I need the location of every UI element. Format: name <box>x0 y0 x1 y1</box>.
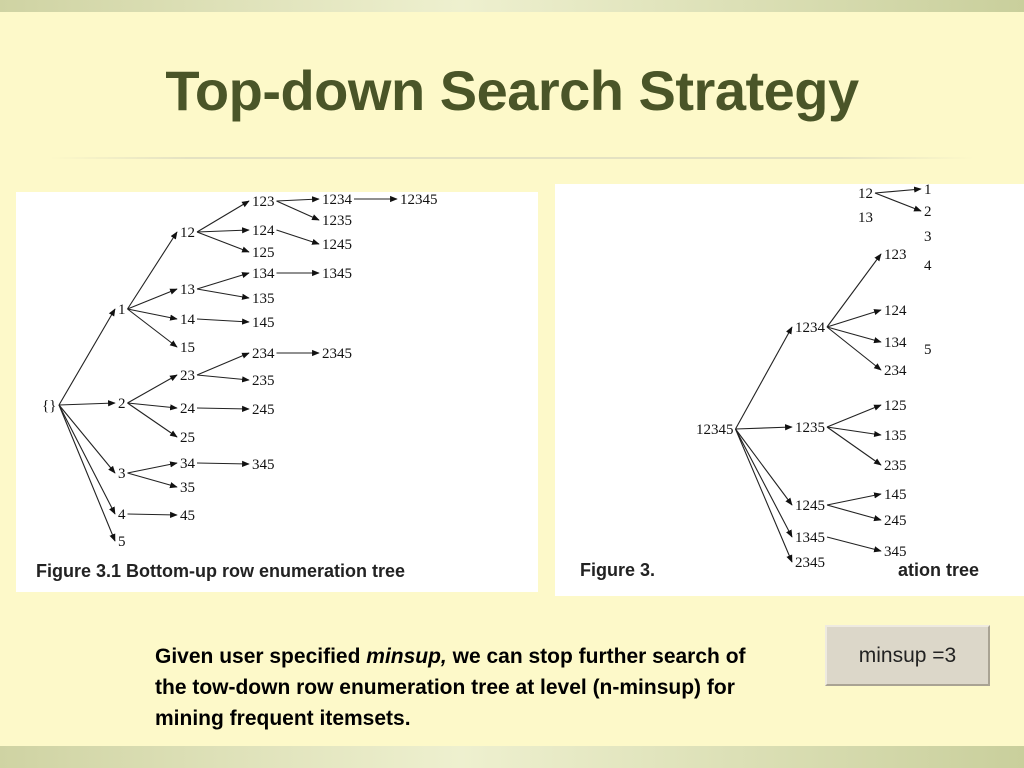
tree-node-245: 245 <box>252 402 275 418</box>
tree-node-123: 123 <box>252 194 275 210</box>
top-decorative-band <box>0 0 1024 12</box>
tree-edge-12-n1 <box>875 189 921 193</box>
tree-node-134: 134 <box>252 266 275 282</box>
tree-edge-1-14 <box>128 309 178 319</box>
explanation-prefix: Given user specified <box>155 645 367 668</box>
tree-edge-root-3 <box>59 405 115 473</box>
tree-node-1345: 1345 <box>795 530 825 546</box>
tree-node-24: 24 <box>180 401 195 417</box>
figure1-caption: Figure 3.1 Bottom-up row enumeration tree <box>36 561 406 581</box>
figure-bottom-up-tree <box>16 192 538 592</box>
tree-node-1234: 1234 <box>322 192 352 208</box>
tree-edge-r12345-1245 <box>736 429 793 505</box>
tree-edge-3-34 <box>128 463 178 473</box>
figure2-caption-right: ation tree <box>898 560 980 580</box>
tree-edge-12-125 <box>197 232 249 252</box>
tree-edge-2-25 <box>128 403 178 437</box>
tree-node-1235: 1235 <box>322 213 352 229</box>
tree-edge-123-1235 <box>277 201 320 220</box>
tree-node-134: 134 <box>884 335 907 351</box>
tree-node-135: 135 <box>884 428 907 444</box>
figure2-cropped-overlay <box>555 214 667 514</box>
tree-edge-root-4 <box>59 405 115 514</box>
tree-node-45: 45 <box>180 508 195 524</box>
tree-node-124: 124 <box>252 223 275 239</box>
tree-edge-14-145 <box>197 319 249 322</box>
tree-edge-1245-145 <box>827 494 881 505</box>
tree-node-1235: 1235 <box>795 420 825 436</box>
tree-edge-r12345-1345 <box>736 429 793 537</box>
bottom-decorative-band <box>0 746 1024 768</box>
tree-node-14: 14 <box>180 312 195 328</box>
tree-edge-12-124 <box>197 230 249 232</box>
tree-node-235: 235 <box>252 373 275 389</box>
tree-edge-1235-125 <box>827 405 881 427</box>
tree-edge-1235-135 <box>827 427 881 435</box>
tree-edge-1-13 <box>128 289 178 309</box>
tree-node-15: 15 <box>180 340 195 356</box>
minsup-callout: minsup =3 <box>825 625 990 686</box>
tree-node-245: 245 <box>884 513 907 529</box>
tree-node-12: 12 <box>858 186 873 202</box>
tree-node-123: 123 <box>884 247 907 263</box>
tree-node-n1: 1 <box>924 184 932 198</box>
tree-node-234: 234 <box>252 346 275 362</box>
tree-node-n2: 2 <box>924 204 932 220</box>
tree-node-3: 3 <box>118 466 126 482</box>
figure2-caption-left: Figure 3. <box>580 560 656 580</box>
tree-edge-r12345-2345 <box>736 429 793 562</box>
tree-edge-12-n2 <box>875 193 921 211</box>
tree-edge-1234-234 <box>827 327 881 370</box>
tree-node-4: 4 <box>118 507 126 523</box>
tree-node-root: {} <box>42 398 57 414</box>
tree-node-n4: 4 <box>924 258 932 274</box>
tree-node-234: 234 <box>884 363 907 379</box>
explanation-text <box>155 641 775 734</box>
tree-edge-1235-235 <box>827 427 881 465</box>
tree-node-12345: 12345 <box>400 192 438 208</box>
bottom-up-tree-diagram <box>16 192 538 592</box>
tree-node-125: 125 <box>252 245 275 261</box>
tree-edge-2-24 <box>128 403 178 408</box>
tree-edge-1234-134 <box>827 327 881 342</box>
tree-node-2345: 2345 <box>322 346 352 362</box>
slide-title: Top-down Search Strategy <box>165 59 859 122</box>
tree-edge-23-234 <box>197 353 249 375</box>
tree-node-345: 345 <box>884 544 907 560</box>
tree-node-12: 12 <box>180 225 195 241</box>
tree-edge-r12345-1234 <box>736 327 793 429</box>
tree-node-5: 5 <box>118 534 126 550</box>
tree-edge-1245-245 <box>827 505 881 520</box>
tree-edge-1-12 <box>128 232 178 309</box>
tree-edge-1-15 <box>128 309 178 347</box>
tree-edge-1234-123 <box>827 254 881 327</box>
tree-edge-13-134 <box>197 273 249 289</box>
tree-node-145: 145 <box>252 315 275 331</box>
tree-node-1245: 1245 <box>322 237 352 253</box>
tree-edge-123-1234 <box>277 199 320 201</box>
tree-node-235: 235 <box>884 458 907 474</box>
tree-node-n5: 5 <box>924 342 932 358</box>
figure-top-down-tree <box>555 184 1024 596</box>
tree-edge-124-1245 <box>277 230 320 244</box>
tree-edge-23-235 <box>197 375 249 380</box>
tree-node-1234: 1234 <box>795 320 825 336</box>
tree-edge-1234-124 <box>827 310 881 327</box>
tree-edge-root-1 <box>59 309 115 405</box>
tree-node-345: 345 <box>252 457 275 473</box>
explanation-minsup-term: minsup, <box>366 645 447 668</box>
tree-node-1: 1 <box>118 302 126 318</box>
tree-edge-3-35 <box>128 473 178 487</box>
tree-node-2: 2 <box>118 396 126 412</box>
tree-edge-root-5 <box>59 405 115 541</box>
tree-edge-r12345-1235 <box>736 427 793 429</box>
tree-node-125: 125 <box>884 398 907 414</box>
tree-node-n3: 3 <box>924 229 932 245</box>
tree-node-13: 13 <box>180 282 195 298</box>
tree-edge-4-45 <box>128 514 178 515</box>
tree-node-25: 25 <box>180 430 195 446</box>
tree-node-34: 34 <box>180 456 195 472</box>
tree-node-r12345: 12345 <box>696 422 734 438</box>
tree-edge-1345-345 <box>827 537 881 551</box>
explanation-suffix: we can stop further search of the tow-down row enumeration tree at level (n-minsup) for mining frequent itemsets. <box>155 645 746 730</box>
tree-node-1345: 1345 <box>322 266 352 282</box>
tree-node-135: 135 <box>252 291 275 307</box>
tree-node-13: 13 <box>858 210 873 226</box>
tree-node-23: 23 <box>180 368 195 384</box>
tree-edge-root-2 <box>59 403 115 405</box>
tree-node-2345: 2345 <box>795 555 825 571</box>
tree-node-1245: 1245 <box>795 498 825 514</box>
tree-node-35: 35 <box>180 480 195 496</box>
tree-edge-34-345 <box>197 463 249 464</box>
tree-node-124: 124 <box>884 303 907 319</box>
tree-edge-13-135 <box>197 289 249 298</box>
tree-edge-24-245 <box>197 408 249 409</box>
tree-edge-2-23 <box>128 375 178 403</box>
tree-node-145: 145 <box>884 487 907 503</box>
tree-edge-12-123 <box>197 201 249 232</box>
title-divider <box>50 157 974 159</box>
